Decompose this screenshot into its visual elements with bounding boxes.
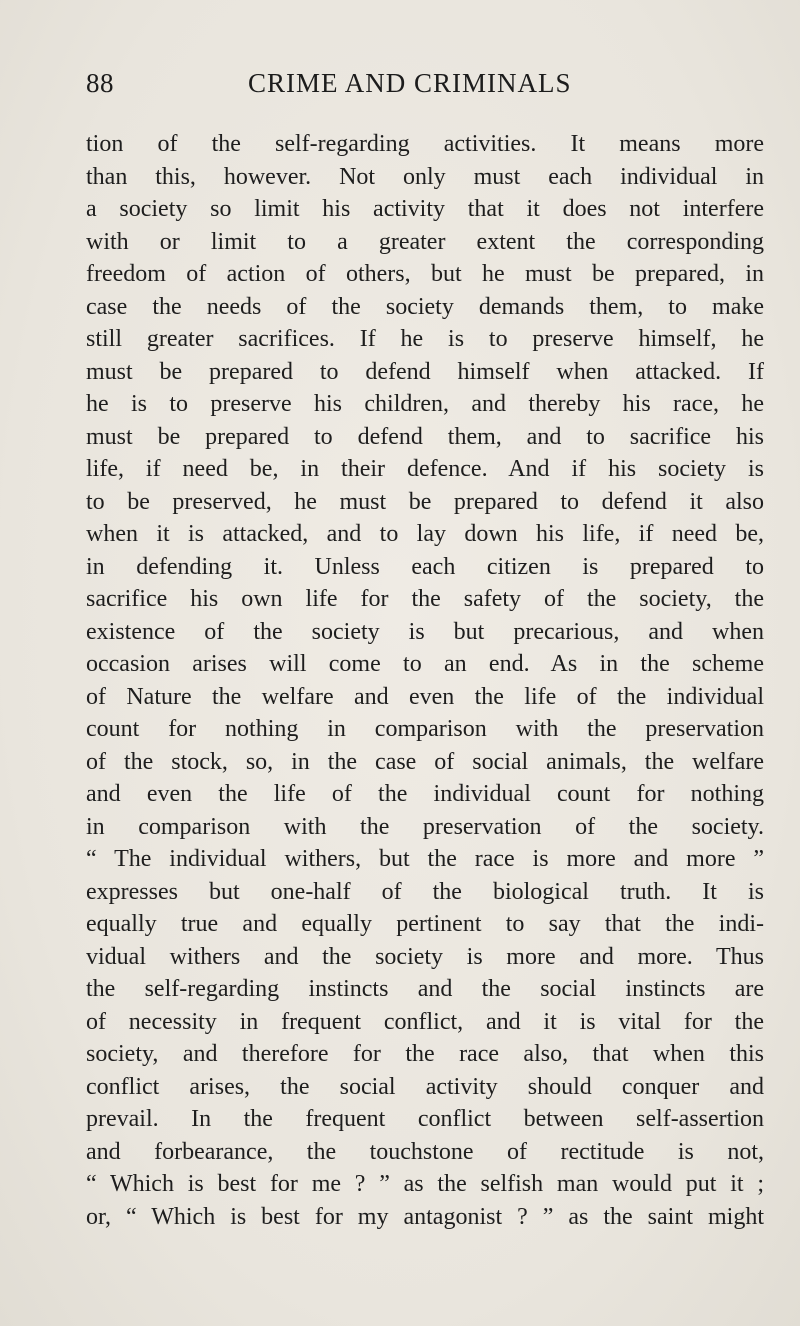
text-line: or, “ Which is best for my antagonist ? ” as the saint might [86,1203,764,1230]
text-line: must be prepared to defend them, and to sacrifice his [86,423,764,450]
text-line: society, and therefore for the race also, that when this [86,1041,764,1067]
text-line: in comparison with the preservation of the society. [86,813,764,840]
text-line: freedom of action of others, but he must be prepared, in [86,261,764,287]
text-line: “ The individual withers, but the race is more and more ” [86,846,764,872]
text-line: case the needs of the society demands them, to make [86,293,764,320]
text-line: in defending it. Unless each citizen is prepared to [86,553,764,580]
text-line: “ Which is best for me ? ” as the selfish man would put it ; [86,1171,764,1197]
text-line: sacrifice his own life for the safety of the society, the [86,586,764,612]
text-line: and even the life of the individual count for nothing [86,781,764,807]
page-header [86,68,726,108]
text-line: to be preserved, he must be prepared to defend it also [86,488,764,515]
text-line: of the stock, so, in the case of social animals, the welfare [86,748,764,775]
body-text [86,128,764,1233]
text-line: he is to preserve his children, and thereby his race, he [86,391,764,417]
text-line: must be prepared to defend himself when attacked. If [86,358,764,385]
text-line: when it is attacked, and to lay down his life, if need be, [86,521,764,547]
text-line: count for nothing in comparison with the preservation [86,716,764,742]
text-line: life, if need be, in their defence. And if his society is [86,456,764,482]
page-number: 88 [86,68,114,98]
text-line: and forbearance, the touchstone of rectitude is not, [86,1138,764,1165]
text-line: with or limit to a greater extent the corresponding [86,228,764,255]
text-line: tion of the self-regarding activities. It means more [86,131,764,157]
text-line: conflict arises, the social activity should conquer and [86,1073,764,1100]
text-line: of Nature the welfare and even the life of the individual [86,683,764,710]
text-line: than this, however. Not only must each individual in [86,163,764,190]
text-line: occasion arises will come to an end. As in the scheme [86,651,764,677]
text-line: prevail. In the frequent conflict between self-assertion [86,1106,764,1132]
running-head: CRIME AND CRIMINALS [248,68,572,98]
text-line: equally true and equally pertinent to say that the indi- [86,911,764,937]
text-line: expresses but one-half of the biological truth. It is [86,878,764,905]
text-line: vidual withers and the society is more and more. Thus [86,943,764,970]
text-line: still greater sacrifices. If he is to preserve himself, he [86,326,764,352]
text-line: a society so limit his activity that it does not interfere [86,196,764,222]
text-line: of necessity in frequent conflict, and it is vital for the [86,1008,764,1035]
text-line: the self-regarding instincts and the social instincts are [86,976,764,1002]
text-line: existence of the society is but precarious, and when [86,618,764,645]
